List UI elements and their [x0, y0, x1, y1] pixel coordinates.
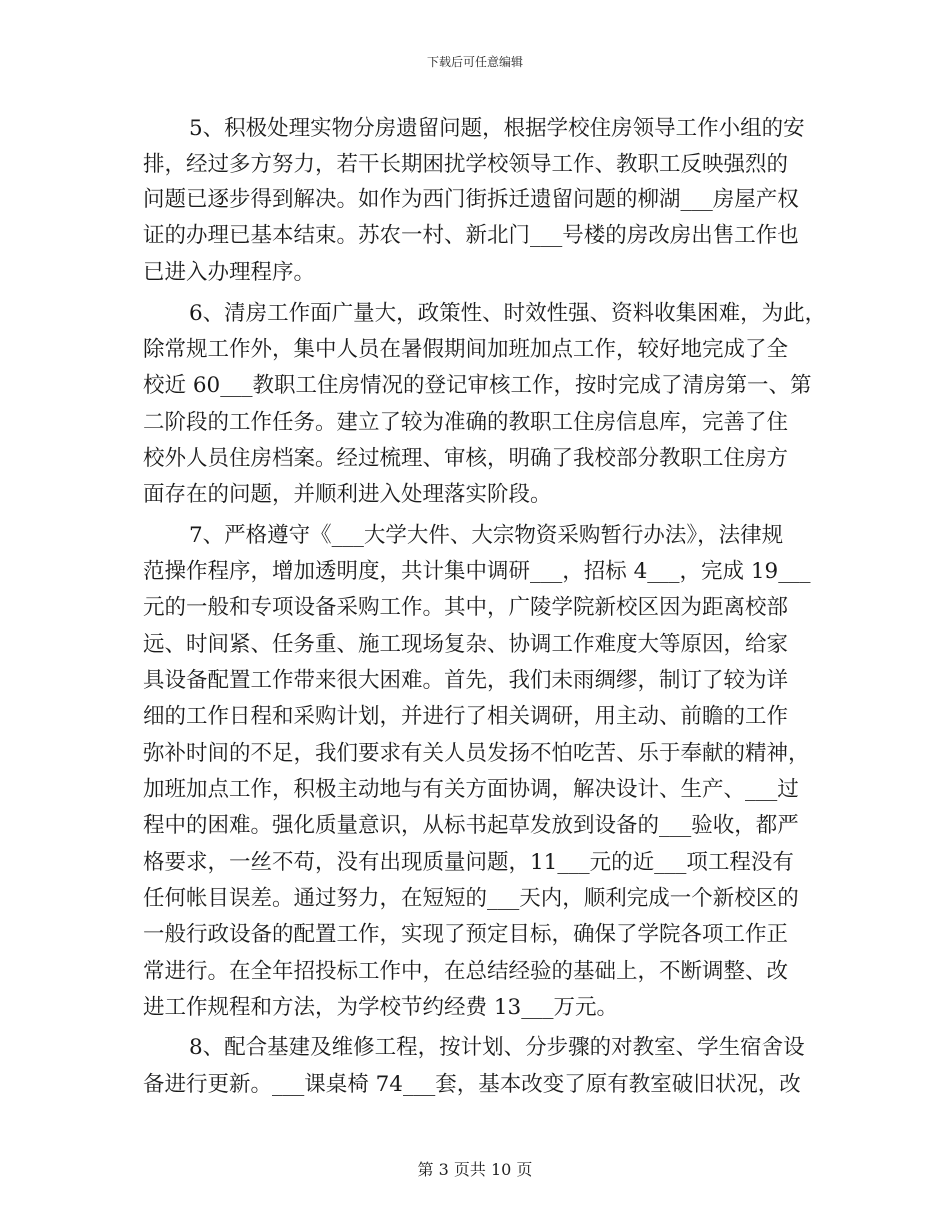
text-line: 校外人员住房档案。经过梳理、审核，明确了我校部分教职工住房方 — [143, 446, 789, 471]
text-line: 进工作规程和方法，为学校节约经费 13___万元。 — [143, 995, 618, 1020]
text-line: 远、时间紧、任务重、施工现场复杂、协调工作难度大等原因，给家 — [143, 632, 789, 657]
text-line: 加班加点工作，积极主动地与有关方面协调，解决设计、生产、___过 — [143, 777, 799, 802]
text-line: 证的办理已基本结束。苏农一村、新北门___号楼的房改房出售工作也 — [143, 223, 799, 248]
text-line: 任何帐目误差。通过努力，在短短的___天内，顺利完成一个新校区的 — [143, 886, 799, 911]
text-line: 8、配合基建及维修工程，按计划、分步骤的对教室、学生宿舍设 — [189, 1035, 805, 1060]
text-line: 弥补时间的不足，我们要求有关人员发扬不怕吃苦、乐于奉献的精神， — [143, 741, 810, 766]
text-line: 除常规工作外，集中人员在暑假期间加班加点工作，较好地完成了全 — [143, 337, 789, 362]
page-header: 下载后可任意编辑 — [426, 55, 523, 69]
text-line: 6、清房工作面广量大，政策性、时效性强、资料收集困难，为此， — [189, 301, 827, 326]
text-line: 一般行政设备的配置工作，实现了预定目标，确保了学院各项工作正 — [143, 922, 789, 947]
text-line: 格要求，一丝不苟，没有出现质量问题，11___元的近___项工程没有 — [143, 850, 794, 875]
text-line: 程中的困难。强化质量意识，从标书起草发放到设备的___验收，都严 — [143, 813, 799, 838]
text-line: 5、积极处理实物分房遗留问题，根据学校住房领导工作小组的安 — [189, 116, 805, 141]
text-line: 7、严格遵守《___大学大件、大宗物资采购暂行办法》，法律规 — [189, 523, 784, 548]
text-line: 已进入办理程序。 — [143, 260, 316, 285]
text-line: 范操作程序，增加透明度，共计集中调研___，招标 4___，完成 19___ — [143, 559, 811, 584]
text-line: 面存在的问题，并顺利进入处理落实阶段。 — [143, 482, 552, 507]
text-line: 排，经过多方努力，若干长期困扰学校领导工作、教职工反映强烈的 — [143, 152, 789, 177]
page-footer: 第 3 页共 10 页 — [417, 1160, 533, 1179]
text-line: 校近 60___教职工住房情况的登记审核工作，按时完成了清房第一、第 — [143, 373, 812, 398]
text-line: 元的一般和专项设备采购工作。其中，广陵学院新校区因为距离校部 — [143, 595, 789, 620]
text-line: 二阶段的工作任务。建立了较为准确的教职工住房信息库，完善了住 — [143, 410, 789, 435]
text-line: 细的工作日程和采购计划，并进行了相关调研，用主动、前瞻的工作 — [143, 704, 789, 729]
text-line: 常进行。在全年招投标工作中，在总结经验的基础上，不断调整、改 — [143, 959, 789, 984]
text-line: 具设备配置工作带来很大困难。首先，我们未雨绸缪，制订了较为详 — [143, 668, 789, 693]
text-line: 备进行更新。___课桌椅 74___套，基本改变了原有教室破旧状况，改 — [143, 1072, 801, 1097]
text-line: 问题已逐步得到解决。如作为西门街拆迁遗留问题的柳湖___房屋产权 — [143, 187, 799, 212]
